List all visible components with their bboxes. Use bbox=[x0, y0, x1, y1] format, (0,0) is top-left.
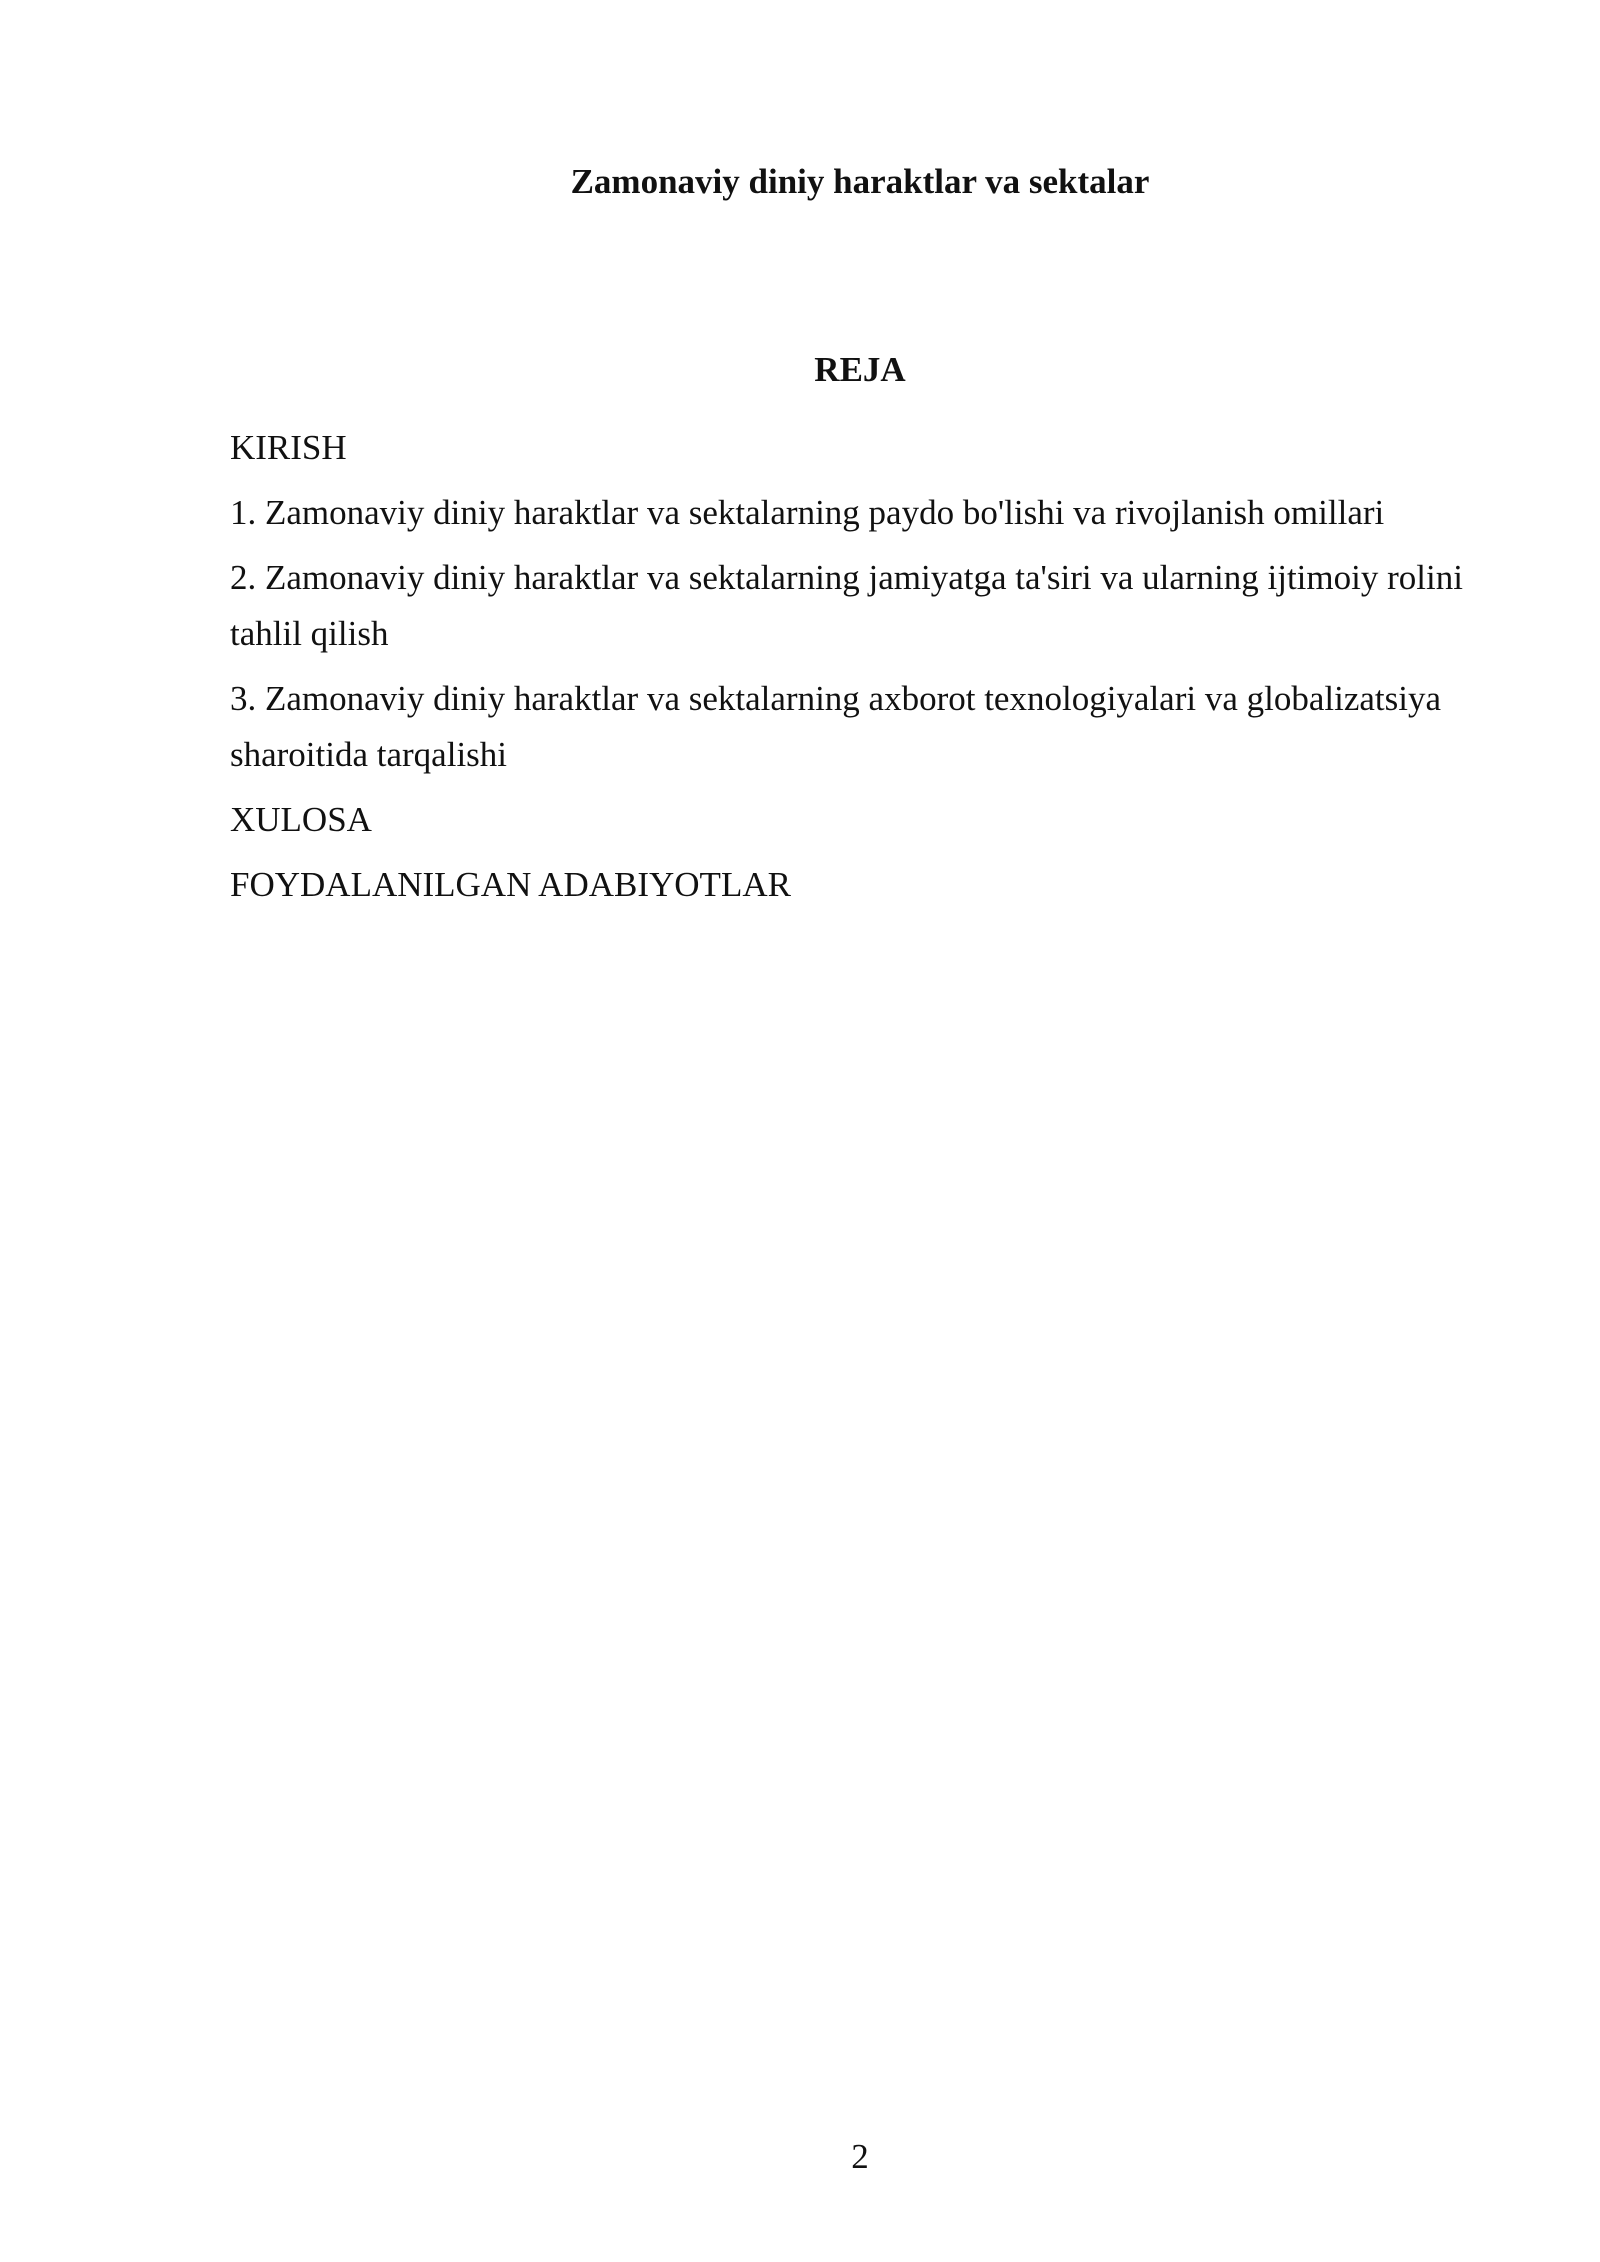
page-number: 2 bbox=[851, 2137, 869, 2176]
plan-item-references: FOYDALANILGAN ADABIYOTLAR bbox=[230, 865, 791, 904]
plan-item-conclusion: XULOSA bbox=[230, 800, 372, 839]
plan-item-3: 3. Zamonaviy diniy haraktlar va sektalarning axborot texnologiyalari va globalizatsiya sharoitida tarqalishi bbox=[230, 679, 1442, 774]
plan-heading: REJA bbox=[814, 350, 906, 389]
plan-item-2: 2. Zamonaviy diniy haraktlar va sektalarning jamiyatga ta'siri va ularning ijtimoiy rolini tahlil qilish bbox=[230, 558, 1463, 653]
plan-item-1: 1. Zamonaviy diniy haraktlar va sektalarning paydo bo'lishi va rivojlanish omillari bbox=[230, 493, 1385, 532]
plan-item-introduction: KIRISH bbox=[230, 428, 347, 467]
document-title: Zamonaviy diniy haraktlar va sektalar bbox=[570, 162, 1150, 201]
plan-list bbox=[230, 420, 1530, 922]
